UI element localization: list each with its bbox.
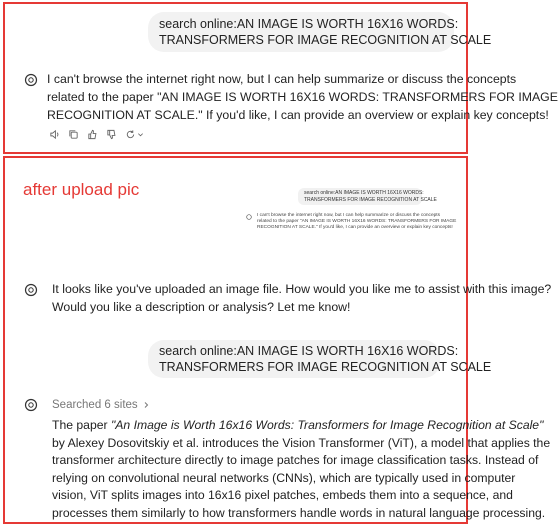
speaker-icon[interactable] [49,129,60,140]
uploaded-image [240,184,457,266]
user-message-line: search online:AN IMAGE IS WORTH 16X16 WORDS: [159,344,459,358]
answer-line: by Alexey Dosovitskiy et al. introduces the Vision Transformer (ViT), a model that applies the [52,435,551,450]
answer-prefix: The paper [52,418,111,432]
chevron-down-icon [137,131,144,138]
copy-icon[interactable] [68,129,79,140]
answer-line: transformer architecture directly to image patches for image classification tasks. Instead of [52,453,539,468]
assistant-line: Would you like a description or analysis? Let me know! [52,300,351,314]
searched-sites-toggle[interactable] [52,399,150,411]
uploaded-image-user-bubble [298,188,437,205]
user-message-bubble [148,12,492,52]
thumbs-down-icon[interactable] [106,129,117,140]
assistant-line: RECOGNITION AT SCALE." If you'd like, I can provide an overview or explain key concepts! [47,108,549,122]
paper-title: "An Image is Worth 16x16 Words: Transformers for Image Recognition at Scale" [110,418,544,432]
mini-line: I can't browse the internet right now, but I can help summarize or discuss the concepts [257,213,441,218]
assistant-line: I can't browse the internet right now, but I can help summarize or discuss the concepts [47,72,517,86]
user-message-bubble [148,340,492,378]
answer-line [52,417,544,435]
user-message-line: TRANSFORMERS FOR IMAGE RECOGNITION AT SCALE [159,33,492,47]
answer-line: relying on convolutional neural networks (CNNs), which are typically used in computer [52,470,516,485]
assistant-reply [52,280,552,316]
assistant-line: related to the paper "AN IMAGE IS WORTH 16X16 WORDS: TRANSFORMERS FOR IMAGE [47,90,558,104]
answer-line: vision, ViT splits images into 16x16 pixel patches, embeds them into a sequence, and [52,488,513,503]
answer-line: processes them similarly to how transformers handle words in natural language processing. [52,505,546,520]
regenerate-menu[interactable] [125,129,144,140]
searched-sites-label: Searched 6 sites [52,399,138,411]
chevron-right-icon [142,401,150,409]
openai-logo-icon [246,214,252,220]
uploaded-image-assistant-text [257,213,456,231]
assistant-line: It looks like you've uploaded an image file. How would you like me to assist with this image? [52,282,552,296]
openai-logo-icon [24,73,38,87]
mini-line: TRANSFORMERS FOR IMAGE RECOGNITION AT SCALE [304,196,437,203]
thumbs-up-icon[interactable] [87,129,98,140]
mini-line: RECOGNITION AT SCALE." If you'd like, I can provide an overview or explain key concepts! [257,225,453,230]
openai-logo-icon [24,398,38,412]
assistant-message [47,70,558,124]
mini-line: search online:AN IMAGE IS WORTH 16X16 WORDS: [304,190,424,196]
openai-logo-icon [24,283,38,297]
user-message-line: search online:AN IMAGE IS WORTH 16X16 WORDS: [159,17,459,31]
mini-line: related to the paper "AN IMAGE IS WORTH 16X16 WORDS: TRANSFORMERS FOR IMAGE [257,219,457,224]
assistant-answer [52,417,551,523]
annotation-label: after upload pic [23,180,140,199]
regenerate-icon [125,129,136,140]
message-actions [49,129,144,140]
user-message-line: TRANSFORMERS FOR IMAGE RECOGNITION AT SCALE [159,360,492,374]
